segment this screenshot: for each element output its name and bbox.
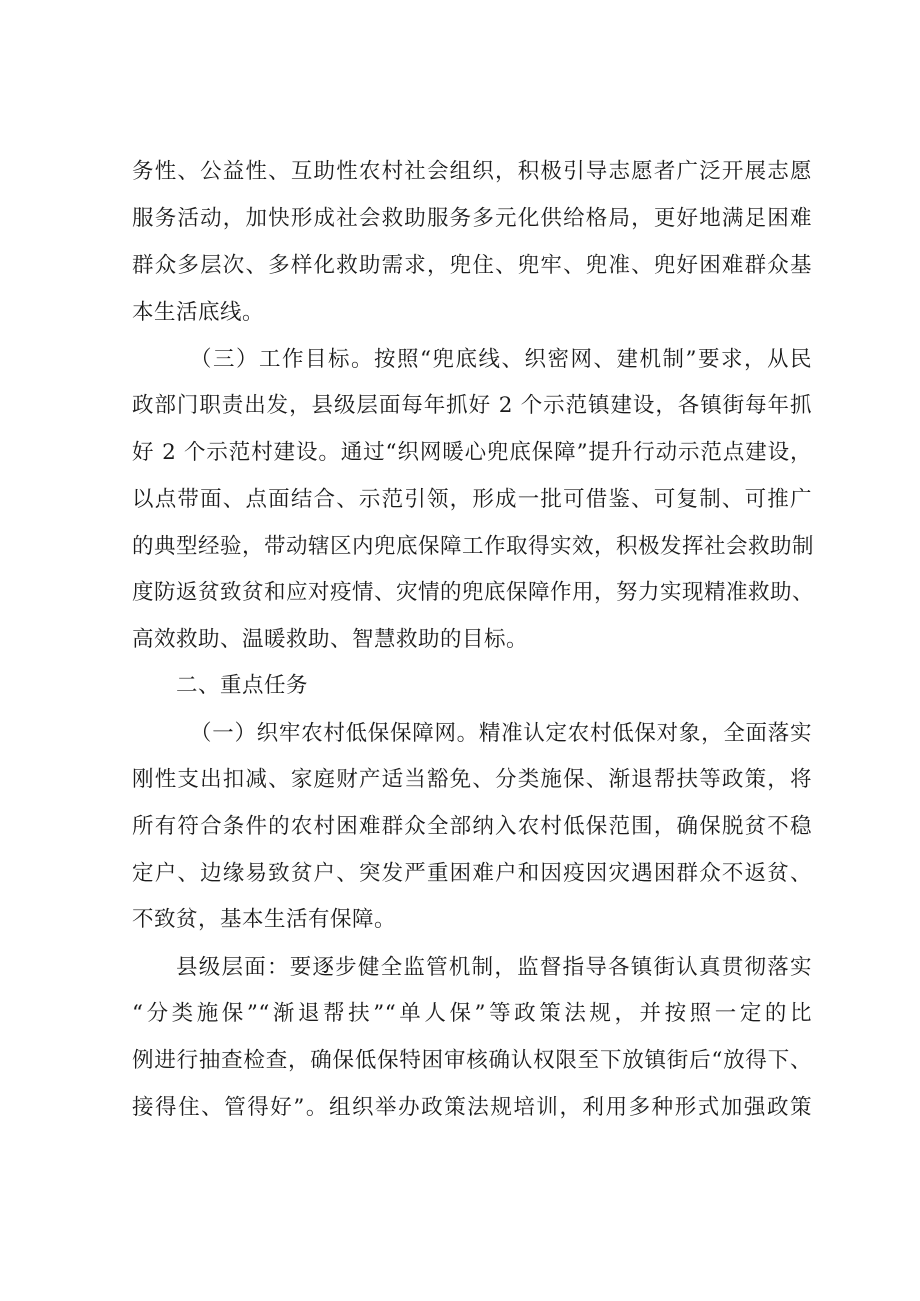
body-text-line: 务性、公益性、互助性农村社会组织，积极引导志愿者广泛开展志愿 [132, 159, 812, 184]
body-text-line: 所有符合条件的农村困难群众全部纳入农村低保范围，确保脱贫不稳 [132, 814, 812, 839]
body-text-line: 接得住、管得好”。组织举办政策法规培训，利用多种形式加强政策 [132, 1095, 812, 1120]
body-text-line: 服务活动，加快形成社会救助服务多元化供给格局，更好地满足困难 [132, 206, 812, 231]
body-text-line: 县级层面：要逐步健全监管机制，监督指导各镇街认真贯彻落实 [176, 955, 812, 980]
body-text-line: 刚性支出扣减、家庭财产适当豁免、分类施保、渐退帮扶等政策，将 [132, 767, 812, 792]
body-text-line: 不致贫，基本生活有保障。 [132, 907, 397, 932]
body-text-line: 高效救助、温暖救助、智慧救助的目标。 [132, 627, 529, 652]
section-heading: 二、重点任务 [176, 673, 309, 698]
section-heading-line: （一）织牢农村低保保障网。精准认定农村低保对象，全面落实 [190, 721, 812, 746]
body-text-line: 的典型经验，带动辖区内兜底保障工作取得实效，积极发挥社会救助制 [132, 534, 815, 559]
body-text-line: “分类施保”“渐退帮扶”“单人保”等政策法规，并按照一定的比 [132, 1001, 812, 1026]
body-text-line: 政部门职责出发，县级层面每年抓好 2 个示范镇建设，各镇街每年抓 [132, 393, 812, 418]
body-text-line: 本生活底线。 [132, 300, 265, 325]
section-heading-line: （三）工作目标。按照“兜底线、织密网、建机制”要求，从民 [190, 347, 812, 372]
body-text-line: 好 2 个示范村建设。通过“织网暖心兜底保障”提升行动示范点建设， [132, 440, 812, 465]
body-text-line: 群众多层次、多样化救助需求，兜住、兜牢、兜准、兜好困难群众基 [132, 253, 812, 278]
body-text-line: 以点带面、点面结合、示范引领，形成一批可借鉴、可复制、可推广 [132, 487, 812, 512]
body-text-line: 定户、边缘易致贫户、突发严重困难户和因疫因灾遇困群众不返贫、 [132, 861, 812, 886]
body-text-line: 度防返贫致贫和应对疫情、灾情的兜底保障作用，努力实现精准救助、 [132, 580, 815, 605]
body-text-line: 例进行抽查检查，确保低保特困审核确认权限至下放镇街后“放得下、 [132, 1048, 812, 1073]
